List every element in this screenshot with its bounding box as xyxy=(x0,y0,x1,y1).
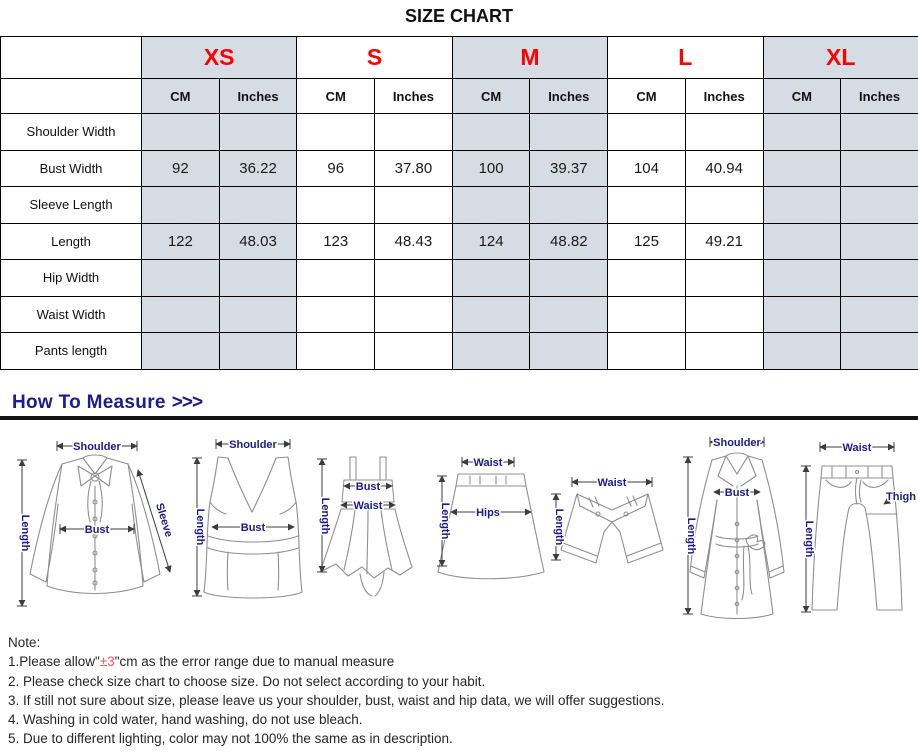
measure-label-length: Length xyxy=(553,508,565,546)
table-row-length xyxy=(1,223,918,260)
cell-hip-width-m-cm xyxy=(452,260,530,297)
note-line-5: 5. Due to different lighting, color may not 100% the same as in description. xyxy=(8,731,453,747)
cell-waist-width-l-cm xyxy=(608,296,686,333)
notes-section xyxy=(8,633,664,749)
cell-shoulder-width-xl-inches xyxy=(841,114,918,151)
row-label-pants-length: Pants length xyxy=(1,333,142,370)
cell-sleeve-length-l-inches xyxy=(685,187,763,224)
unit-header-xl-inches: Inches xyxy=(841,79,918,114)
garment-pants-diagram xyxy=(801,442,916,612)
note-1-prefix: 1.Please allow" xyxy=(8,654,100,670)
cell-sleeve-length-xl-inches xyxy=(841,187,918,224)
cell-pants-length-s-inches xyxy=(375,333,453,370)
cell-sleeve-length-s-cm xyxy=(297,187,375,224)
note-line-2: 2. Please check size chart to choose size. Do not select according to your habit. xyxy=(8,673,486,689)
cell-sleeve-length-xs-cm xyxy=(142,187,220,224)
cell-shoulder-width-l-cm xyxy=(608,114,686,151)
cell-sleeve-length-m-cm xyxy=(452,187,530,224)
measure-label-thigh: Thigh xyxy=(886,491,916,503)
cell-shoulder-width-m-cm xyxy=(452,114,530,151)
table-row-waist-width xyxy=(1,296,918,333)
row-label-hip-width: Hip Width xyxy=(1,260,142,297)
how-to-measure-text: How To Measure xyxy=(12,392,166,413)
cell-shoulder-width-s-cm xyxy=(297,114,375,151)
cell-sleeve-length-l-cm xyxy=(608,187,686,224)
cell-bust-width-xl-cm xyxy=(763,150,841,187)
row-label-bust-width: Bust Width xyxy=(1,150,142,187)
cell-waist-width-xs-cm xyxy=(142,296,220,333)
cell-shoulder-width-xs-cm xyxy=(142,114,220,151)
measure-label-waist: Waist xyxy=(353,500,383,512)
cell-length-xs-cm: 122 xyxy=(142,223,220,260)
garment-blouse-diagram xyxy=(17,441,175,606)
size-header-l: L xyxy=(608,37,763,79)
cell-pants-length-l-inches xyxy=(685,333,763,370)
garment-dress-diagram xyxy=(317,457,412,596)
note-line-4: 4. Washing in cold water, hand washing, do not use bleach. xyxy=(8,712,363,728)
cell-hip-width-xl-cm xyxy=(763,260,841,297)
cell-length-m-inches: 48.82 xyxy=(530,223,608,260)
row-label-length: Length xyxy=(1,223,142,260)
cell-bust-width-m-inches: 39.37 xyxy=(530,150,608,187)
garment-skirt-diagram xyxy=(437,457,544,579)
measure-label-length: Length xyxy=(685,517,697,555)
measure-label-waist: Waist xyxy=(842,442,872,454)
cell-bust-width-xs-inches: 36.22 xyxy=(219,150,297,187)
garment-shorts-diagram xyxy=(551,477,663,563)
cell-waist-width-xs-inches xyxy=(219,296,297,333)
cell-waist-width-s-inches xyxy=(375,296,453,333)
cell-pants-length-l-cm xyxy=(608,333,686,370)
measure-label-shoulder: Shoulder xyxy=(73,441,121,453)
measure-label-length: Length xyxy=(19,514,31,552)
note-line-1 xyxy=(8,652,664,671)
cell-waist-width-l-inches xyxy=(685,296,763,333)
unit-header-xl-cm: CM xyxy=(763,79,841,114)
cell-shoulder-width-xl-cm xyxy=(763,114,841,151)
cell-pants-length-m-cm xyxy=(452,333,530,370)
measure-label-length: Length xyxy=(439,502,451,540)
unit-header-s-cm: CM xyxy=(297,79,375,114)
unit-header-m-inches: Inches xyxy=(530,79,608,114)
cell-shoulder-width-s-inches xyxy=(375,114,453,151)
cell-pants-length-xs-inches xyxy=(219,333,297,370)
unit-header-s-inches: Inches xyxy=(375,79,453,114)
size-header-s: S xyxy=(297,37,452,79)
cell-hip-width-l-cm xyxy=(608,260,686,297)
unit-header-l-inches: Inches xyxy=(685,79,763,114)
cell-hip-width-xl-inches xyxy=(841,260,918,297)
note-1-highlight: ±3 xyxy=(99,654,115,670)
note-1-suffix: "cm as the error range due to manual measure xyxy=(114,654,395,670)
cell-bust-width-s-cm: 96 xyxy=(297,150,375,187)
cell-waist-width-m-cm xyxy=(452,296,530,333)
table-corner-cell-2 xyxy=(1,79,142,114)
measure-label-sleeve: Sleeve xyxy=(153,501,175,539)
cell-hip-width-l-inches xyxy=(685,260,763,297)
measure-label-shoulder: Shoulder xyxy=(713,437,761,449)
size-header-row xyxy=(1,37,918,79)
row-label-waist-width: Waist Width xyxy=(1,296,142,333)
cell-length-l-cm: 125 xyxy=(608,223,686,260)
cell-bust-width-m-cm: 100 xyxy=(452,150,530,187)
cell-pants-length-s-cm xyxy=(297,333,375,370)
size-header-xl: XL xyxy=(763,37,918,79)
unit-header-l-cm: CM xyxy=(608,79,686,114)
table-row-pants-length xyxy=(1,333,918,370)
unit-header-xs-cm: CM xyxy=(142,79,220,114)
cell-bust-width-xl-inches xyxy=(841,150,918,187)
table-row-bust-width xyxy=(1,150,918,187)
unit-header-row xyxy=(1,79,918,114)
cell-waist-width-m-inches xyxy=(530,296,608,333)
row-label-shoulder-width: Shoulder Width xyxy=(1,114,142,151)
note-heading: Note: xyxy=(8,635,41,650)
cell-waist-width-xl-inches xyxy=(841,296,918,333)
row-label-sleeve-length: Sleeve Length xyxy=(1,187,142,224)
cell-shoulder-width-xs-inches xyxy=(219,114,297,151)
cell-hip-width-s-cm xyxy=(297,260,375,297)
cell-shoulder-width-l-inches xyxy=(685,114,763,151)
cell-length-xl-cm xyxy=(763,223,841,260)
cell-length-s-inches: 48.43 xyxy=(375,223,453,260)
cell-sleeve-length-xl-cm xyxy=(763,187,841,224)
cell-pants-length-xl-inches xyxy=(841,333,918,370)
how-to-measure-diagrams xyxy=(0,424,918,634)
cell-shoulder-width-m-inches xyxy=(530,114,608,151)
divider-line xyxy=(0,416,918,420)
measure-label-hips: Hips xyxy=(476,507,500,519)
measure-label-length: Length xyxy=(319,497,331,535)
cell-length-xs-inches: 48.03 xyxy=(219,223,297,260)
cell-waist-width-s-cm xyxy=(297,296,375,333)
measure-label-bust: Bust xyxy=(240,522,266,534)
garment-tank-top-diagram xyxy=(192,439,302,598)
measure-label-bust: Bust xyxy=(724,487,750,499)
measure-label-shoulder: Shoulder xyxy=(229,439,277,451)
measure-label-waist: Waist xyxy=(597,477,627,489)
table-row-sleeve-length xyxy=(1,187,918,224)
how-to-measure-heading xyxy=(12,392,202,414)
measure-label-bust: Bust xyxy=(84,524,110,536)
cell-hip-width-xs-cm xyxy=(142,260,220,297)
cell-waist-width-xl-cm xyxy=(763,296,841,333)
size-chart-table xyxy=(0,36,918,370)
cell-bust-width-xs-cm: 92 xyxy=(142,150,220,187)
cell-pants-length-m-inches xyxy=(530,333,608,370)
cell-length-m-cm: 124 xyxy=(452,223,530,260)
measure-label-length: Length xyxy=(194,508,206,546)
cell-bust-width-s-inches: 37.80 xyxy=(375,150,453,187)
cell-bust-width-l-inches: 40.94 xyxy=(685,150,763,187)
size-header-m: M xyxy=(452,37,607,79)
cell-hip-width-xs-inches xyxy=(219,260,297,297)
cell-length-xl-inches xyxy=(841,223,918,260)
cell-length-s-cm: 123 xyxy=(297,223,375,260)
garment-coat-diagram xyxy=(683,437,784,619)
table-row-hip-width xyxy=(1,260,918,297)
table-corner-cell xyxy=(1,37,142,79)
unit-header-xs-inches: Inches xyxy=(219,79,297,114)
cell-bust-width-l-cm: 104 xyxy=(608,150,686,187)
measure-label-length: Length xyxy=(803,520,815,558)
unit-header-m-cm: CM xyxy=(452,79,530,114)
note-line-3: 3. If still not sure about size, please leave us your shoulder, bust, waist and hip data, we will offer suggestions. xyxy=(8,692,665,708)
table-row-shoulder-width xyxy=(1,114,918,151)
size-header-xs: XS xyxy=(142,37,297,79)
cell-sleeve-length-s-inches xyxy=(375,187,453,224)
cell-pants-length-xs-cm xyxy=(142,333,220,370)
measure-label-waist: Waist xyxy=(473,457,503,469)
chevrons-icon: >>> xyxy=(171,392,203,413)
cell-sleeve-length-m-inches xyxy=(530,187,608,224)
page-title: SIZE CHART xyxy=(405,6,513,26)
cell-sleeve-length-xs-inches xyxy=(219,187,297,224)
cell-length-l-inches: 49.21 xyxy=(685,223,763,260)
measure-label-bust: Bust xyxy=(355,481,381,493)
cell-hip-width-m-inches xyxy=(530,260,608,297)
cell-pants-length-xl-cm xyxy=(763,333,841,370)
cell-hip-width-s-inches xyxy=(375,260,453,297)
